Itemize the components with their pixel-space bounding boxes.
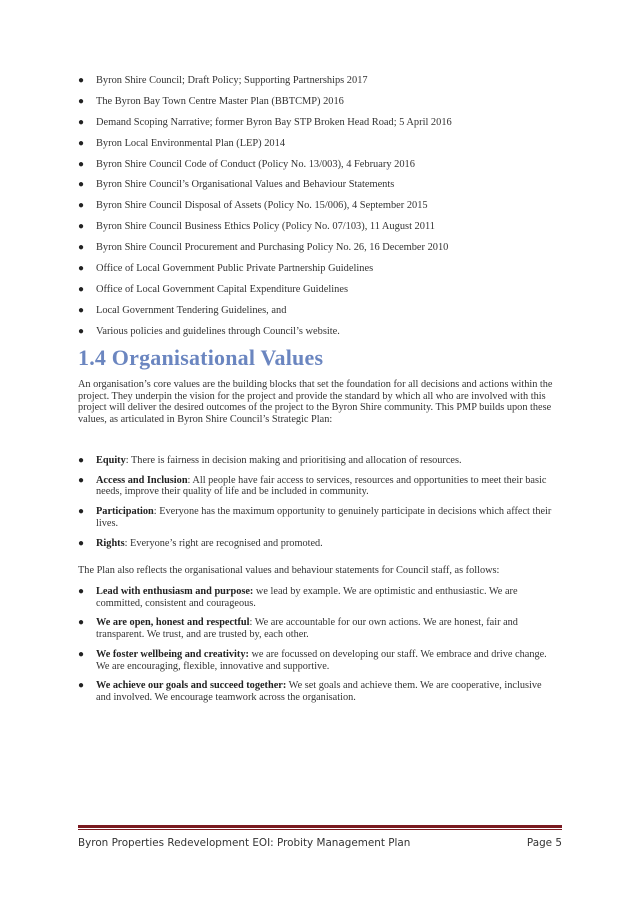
bullet-icon: ● [78, 158, 85, 170]
list-item: ● Byron Shire Council Procurement and Purchasing Policy No. 26, 16 December 2010 [78, 242, 449, 254]
reference-list [78, 74, 558, 346]
section-heading: 1.4 Organisational Values [78, 345, 324, 370]
bullet-icon: ● [78, 242, 85, 254]
list-item: ● Byron Shire Council Disposal of Assets (Policy No. 15/006), 4 September 2015 [78, 200, 428, 212]
bullet-icon: ● [78, 95, 85, 107]
values-list [78, 455, 558, 558]
bullet-icon: ● [78, 680, 85, 692]
page-number: Page 5 [526, 837, 562, 849]
value-text: : All people have fair access to services, resources and opportunities to meet their basic needs, improve their quality of life and be included in community. [96, 474, 547, 498]
bullet-icon: ● [78, 75, 85, 86]
value-term: Participation [96, 506, 154, 518]
list-item: ● Byron Local Environmental Plan (LEP) 2014 [78, 137, 286, 149]
list-item [78, 538, 558, 550]
bullet-icon: ● [78, 116, 85, 128]
footer-title: Byron Properties Redevelopment EOI: Probity Management Plan [78, 837, 411, 849]
bullet-icon: ● [78, 221, 85, 233]
list-item: ● Various policies and guidelines through Council’s website. [78, 325, 340, 337]
list-item: ● Byron Shire Council’s Organisational Values and Behaviour Statements [78, 179, 395, 191]
bullet-icon: ● [78, 283, 85, 295]
list-item: ● The Byron Bay Town Centre Master Plan (BBTCMP) 2016 [78, 95, 344, 107]
behaviour-term: We are open, honest and respectful [96, 617, 250, 629]
behaviours-list [78, 586, 558, 712]
behaviour-term: We achieve our goals and succeed together: [96, 680, 287, 692]
list-item: ● Office of Local Government Public Private Partnership Guidelines [78, 263, 374, 275]
list-item: ● Demand Scoping Narrative; former Byron Bay STP Broken Head Road; 5 April 2016 [78, 116, 452, 128]
list-item [78, 475, 558, 498]
bullet-icon: ● [78, 137, 85, 149]
value-term: Equity [96, 455, 126, 466]
behaviour-text: We set goals and achieve them. We are cooperative, inclusive and involved. We encourage teamwork across the organisation. [96, 680, 542, 704]
bullet-icon: ● [78, 617, 85, 629]
list-item: ● Local Government Tendering Guidelines, and [78, 304, 287, 316]
bullet-icon: ● [78, 474, 85, 486]
bridge-paragraph: The Plan also reflects the organisational values and behaviour statements for Council staff, as follows: [78, 565, 500, 576]
behaviour-text: we lead by example. We are optimistic and enthusiastic. We are committed, consistent and courageous. [96, 586, 518, 609]
intro-paragraph: An organisation’s core values are the building blocks that set the foundation for all decisions and actions within the project. They underpin the vision for the project and provide the standard by which all who are involved with this project will deliver the desired outcomes of the project to the Byron Shire community. This PMP builds upon these values, as articulated in Byron Shire Council’s Strategic Plan: [78, 379, 553, 425]
list-item: ● Byron Shire Council; Draft Policy; Supporting Partnerships 2017 [78, 75, 368, 86]
value-term: Access and Inclusion [96, 474, 188, 486]
behaviour-text: : We are accountable for our own actions. We are honest, fair and transparent. We trust, and are trusted by, each other. [96, 617, 518, 641]
list-item [78, 680, 558, 703]
bullet-icon: ● [78, 537, 85, 549]
list-item: ● Office of Local Government Capital Expenditure Guidelines [78, 283, 348, 295]
list-item: ● Byron Shire Council Business Ethics Policy (Policy No. 07/103), 11 August 2011 [78, 221, 435, 233]
bullet-icon: ● [78, 455, 85, 466]
list-item [78, 617, 558, 640]
bullet-icon: ● [78, 179, 85, 191]
bullet-icon: ● [78, 325, 85, 337]
value-text: : Everyone’s right are recognised and promoted. [124, 537, 323, 549]
bullet-icon: ● [78, 586, 85, 597]
bullet-icon: ● [78, 648, 85, 660]
list-item [78, 649, 558, 672]
bullet-icon: ● [78, 263, 85, 275]
behaviour-text: we are focussed on developing our staff. We embrace and drive change. We are encouraging, flexible, innovative and supportive. [96, 648, 547, 672]
list-item: ● Byron Shire Council Code of Conduct (Policy No. 13/003), 4 February 2016 [78, 158, 415, 170]
value-text: : There is fairness in decision making and prioritising and allocation of resources. [125, 455, 462, 466]
value-term: Rights [96, 537, 125, 549]
behaviour-term: Lead with enthusiasm and purpose: [96, 586, 254, 597]
list-item [78, 506, 558, 529]
footer-divider [78, 825, 562, 828]
list-item [78, 455, 558, 467]
bullet-icon: ● [78, 200, 85, 212]
bullet-icon: ● [78, 304, 85, 316]
list-item [78, 586, 558, 609]
footer-divider-thin [78, 829, 562, 830]
bullet-icon: ● [78, 506, 85, 518]
behaviour-term: We foster wellbeing and creativity: [96, 648, 249, 660]
value-text: : Everyone has the maximum opportunity to genuinely participate in decisions which affect their lives. [96, 506, 552, 529]
